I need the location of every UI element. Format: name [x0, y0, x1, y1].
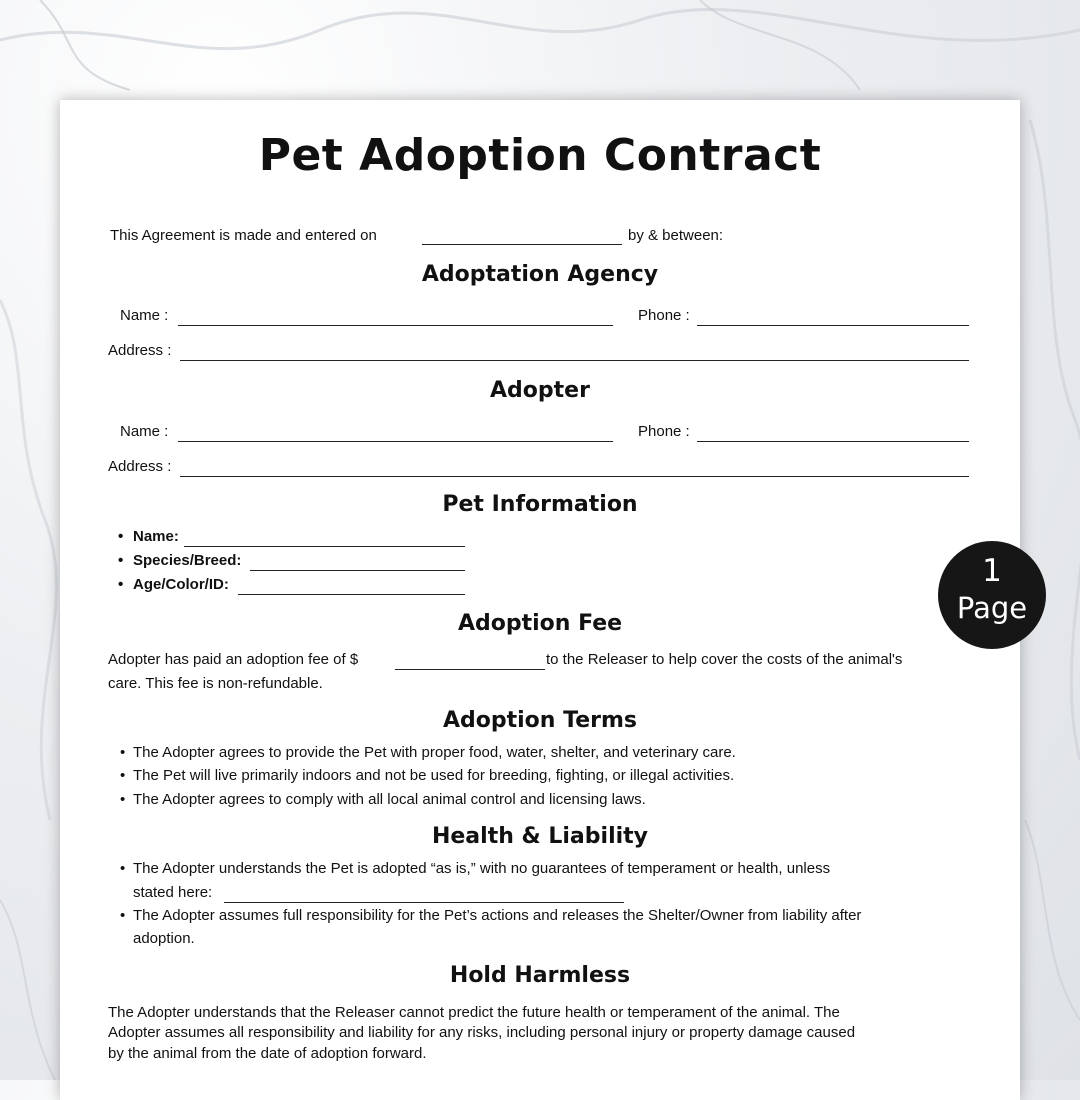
bullet-dot: •	[118, 576, 124, 593]
harmless-text-line: The Adopter understands that the Releaser cannot predict the future health or temperament of the animal. The	[108, 1004, 840, 1021]
pet-info-heading: Pet Information	[442, 492, 638, 517]
pet-species-field[interactable]	[250, 570, 465, 571]
pet-name-label: Name:	[133, 528, 179, 545]
adopter-name-field[interactable]	[178, 441, 613, 442]
harmless-text-line: Adopter assumes all responsibility and liability for any risks, including personal injury or property damage caused	[108, 1024, 856, 1041]
agency-heading: Adoptation Agency	[421, 262, 659, 287]
terms-item: The Pet will live primarily indoors and not be used for breeding, fighting, or illegal activities.	[133, 767, 735, 784]
fee-text-start: Adopter has paid an adoption fee of $	[108, 651, 359, 668]
terms-heading: Adoption Terms	[442, 708, 637, 733]
bullet-dot: •	[120, 791, 126, 808]
fee-text-line2: care. This fee is non-refundable.	[108, 675, 323, 692]
contract-page	[60, 100, 1020, 1100]
adopter-address-field[interactable]	[180, 476, 969, 477]
terms-item: The Adopter agrees to comply with all local animal control and licensing laws.	[133, 791, 646, 808]
intro-text: This Agreement is made and entered on	[110, 227, 377, 244]
pet-age-field[interactable]	[238, 594, 465, 595]
health-item-2: The Adopter assumes full responsibility for the Pet’s actions and releases the Shelter/Owner from liability after	[133, 907, 862, 924]
health-item-2-cont: adoption.	[133, 930, 195, 947]
agreement-date-field[interactable]	[422, 244, 622, 245]
health-item-1: The Adopter understands the Pet is adopted “as is,” with no guarantees of temperament or health, unless	[133, 860, 831, 877]
page-title: Pet Adoption Contract	[258, 130, 822, 181]
fee-amount-field[interactable]	[395, 669, 545, 670]
health-item-1-cont: stated here:	[133, 884, 213, 901]
adopter-phone-label: Phone :	[638, 423, 690, 440]
pet-name-field[interactable]	[184, 546, 465, 547]
adopter-address-label: Address :	[108, 458, 172, 475]
fee-text-end: to the Releaser to help cover the costs of the animal's	[546, 651, 903, 668]
bullet-dot: •	[118, 552, 124, 569]
fee-heading: Adoption Fee	[457, 611, 623, 636]
intro-text-end: by & between:	[628, 227, 724, 244]
health-heading: Health & Liability	[431, 824, 649, 849]
adopter-name-label: Name :	[120, 423, 169, 440]
pet-age-label: Age/Color/ID:	[133, 576, 229, 593]
harmless-heading: Hold Harmless	[449, 963, 631, 988]
agency-address-label: Address :	[108, 342, 172, 359]
agency-name-label: Name :	[120, 307, 169, 324]
health-conditions-field[interactable]	[224, 902, 624, 903]
terms-item: The Adopter agrees to provide the Pet with proper food, water, shelter, and veterinary care.	[133, 744, 736, 761]
page-count-badge	[938, 541, 1046, 649]
pet-species-label: Species/Breed:	[133, 552, 242, 569]
agency-address-field[interactable]	[180, 360, 969, 361]
bullet-dot: •	[120, 907, 126, 924]
bullet-dot: •	[118, 528, 124, 545]
page-count-number: 1	[982, 553, 1002, 589]
harmless-text-line: by the animal from the date of adoption forward.	[108, 1045, 427, 1062]
agency-phone-label: Phone :	[638, 307, 690, 324]
agency-name-field[interactable]	[178, 325, 613, 326]
agency-phone-field[interactable]	[697, 325, 969, 326]
adopter-phone-field[interactable]	[697, 441, 969, 442]
bullet-dot: •	[120, 767, 126, 784]
page-count-label: Page	[956, 591, 1028, 625]
adopter-heading: Adopter	[490, 378, 590, 403]
bullet-dot: •	[120, 860, 126, 877]
bullet-dot: •	[120, 744, 126, 761]
